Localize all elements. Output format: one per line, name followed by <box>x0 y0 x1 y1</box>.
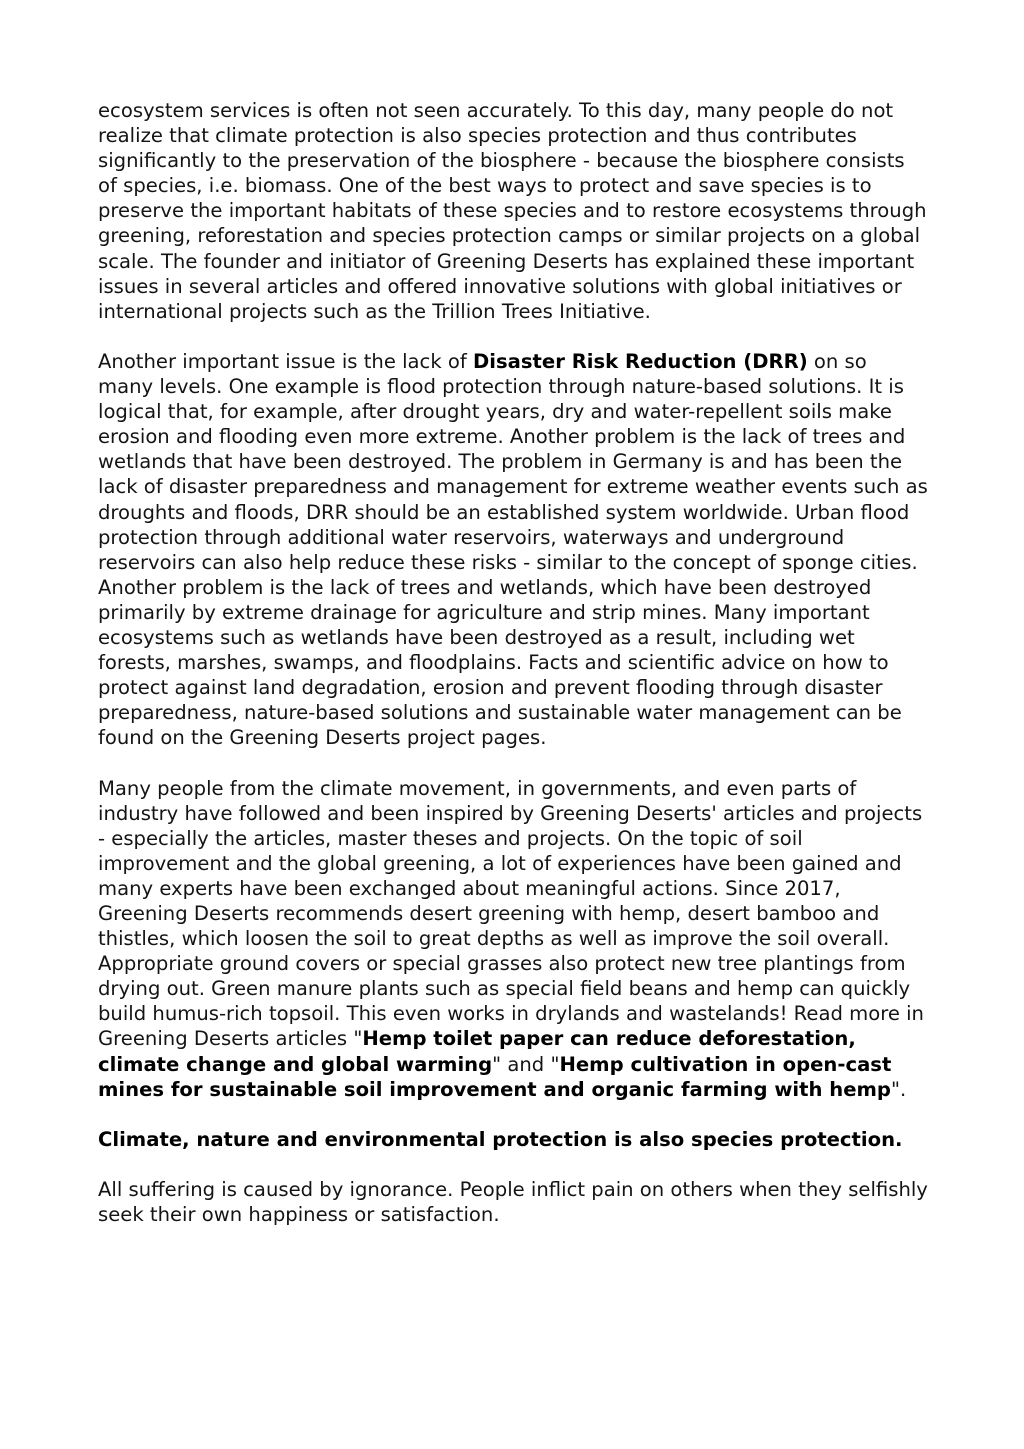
section-heading: Climate, nature and environmental protection is also species protection. <box>98 1127 903 1151</box>
paragraph-climate-movement <box>98 776 928 1102</box>
paragraph-text: " and " <box>492 1052 560 1076</box>
article-title-hemp-toilet-paper: Hemp toilet paper can reduce deforestation, climate change and global warming <box>98 1027 856 1076</box>
paragraph-ecosystem-services: ecosystem services is often not seen accurately. To this day, many people do not realize that climate protection is also species protection and thus contributes significantly to the preservation of the biosphere - because the biosphere consists of species, i.e. biomass. One of the best ways to protect and save species is to preserve the important habitats of these species and to restore ecosystems through greening, reforestation and species protection camps or similar projects on a global scale. The founder and initiator of Greening Deserts has explained these important issues in several articles and offered innovative solutions with global initiatives or international projects such as the Trillion Trees Initiative. <box>98 99 927 323</box>
paragraph-text: Another important issue is the lack of <box>98 349 474 373</box>
article-title-hemp-cultivation: Hemp cultivation in open-cast mines for sustainable soil improvement and organic farming with hemp <box>98 1052 892 1101</box>
document-page <box>98 98 928 1252</box>
paragraph-suffering: All suffering is caused by ignorance. People inflict pain on others when they selfishly seek their own happiness or satisfaction. <box>98 1178 928 1227</box>
paragraph-disaster-risk-reduction <box>98 349 928 751</box>
bold-term-drr: Disaster Risk Reduction (DRR) <box>473 349 808 373</box>
paragraph-text: on so many levels. One example is flood protection through nature-based solutions. It is logical that, for example, after drought years, dry and water-repellent soils make erosion and flooding even more extreme. Another problem is the lack of trees and wetlands that have been destroyed. The problem in Germany is and has been the lack of disaster preparedness and management for extreme weather events such as droughts and floods, DRR should be an established system worldwide. Urban flood protection through additional water reservoirs, waterways and underground reservoirs can also help reduce these risks - similar to the concept of sponge cities. Another problem is the lack of trees and wetlands, which have been destroyed primarily by extreme drainage for agriculture and strip mines. Many important ecosystems such as wetlands have been destroyed as a result, including wet forests, marshes, swamps, and floodplains. Facts and scientific advice on how to protect against land degradation, erosion and prevent flooding through disaster preparedness, nature-based solutions and sustainable water management can be found on the Greening Deserts project pages. <box>98 349 928 750</box>
paragraph-text: Many people from the climate movement, in governments, and even parts of industry have followed and been inspired by Greening Deserts' articles and projects - especially the articles, master theses and projects. On the topic of soil improvement and the global greening, a lot of experiences have been gained and many experts have been exchanged about meaningful actions. Since 2017, Greening Deserts recommends desert greening with hemp, desert bamboo and thistles, which loosen the soil to great depths as well as improve the soil overall. Appropriate ground covers or special grasses also protect new tree plantings from drying out. Green manure plants such as special field beans and hemp can quickly build humus-rich topsoil. This even works in drylands and wastelands! Read more in Greening Deserts articles " <box>98 776 924 1051</box>
paragraph-text: ". <box>890 1077 907 1101</box>
